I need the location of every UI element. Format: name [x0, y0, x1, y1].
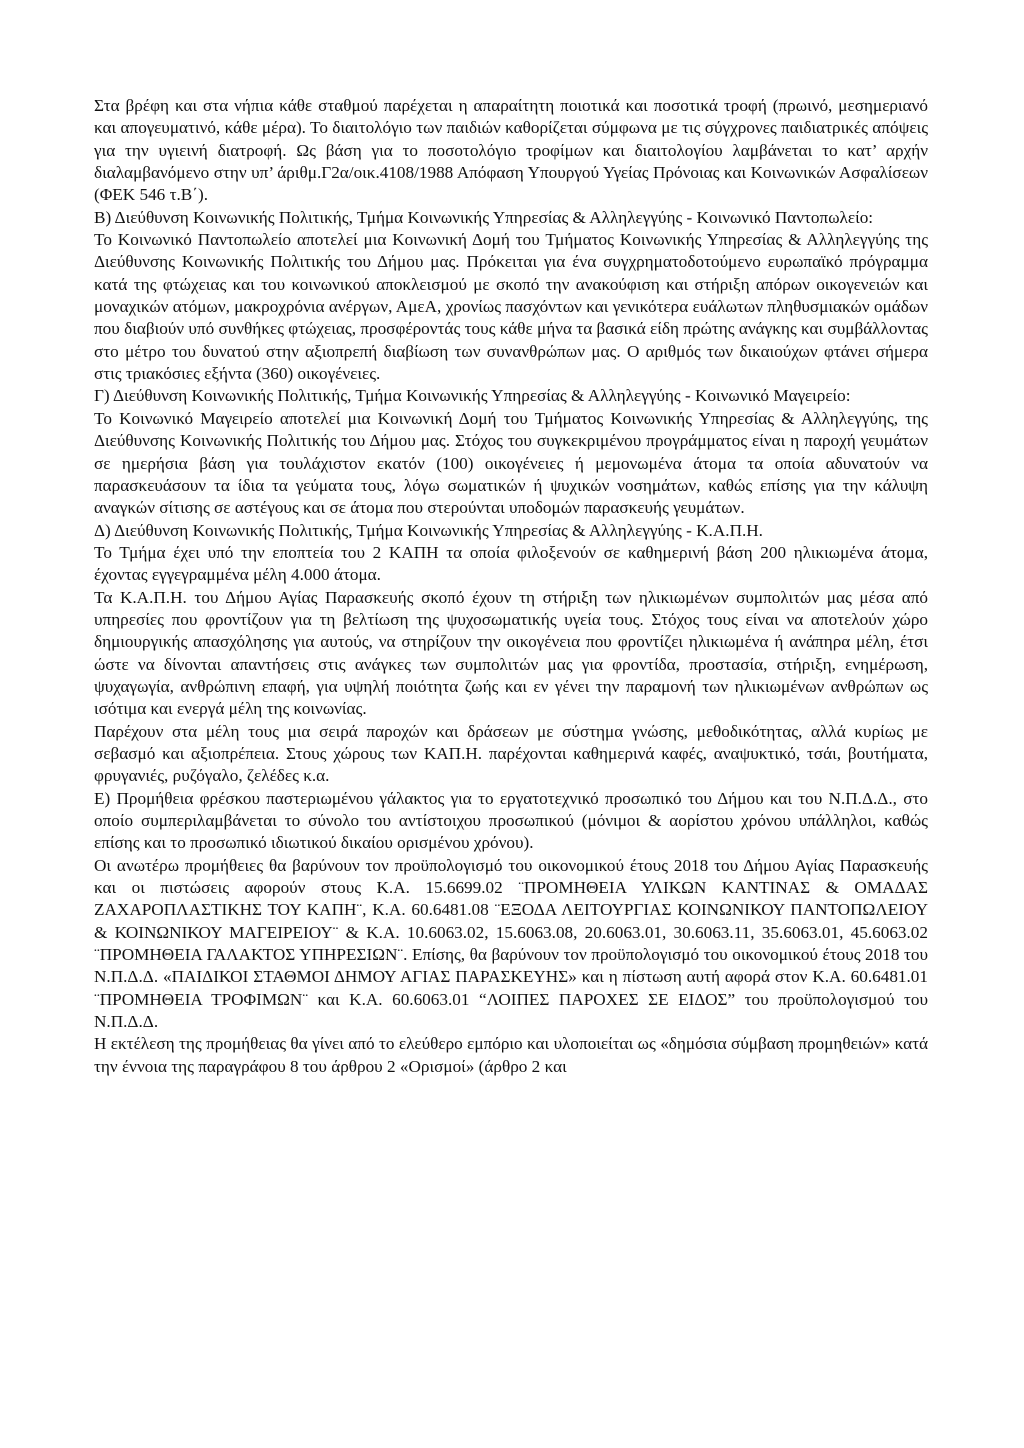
paragraph-kapi-supervision: Το Τμήμα έχει υπό την εποπτεία του 2 ΚΑΠΗ τα οποία φιλοξενούν σε καθημερινή βάση 200 ηλικιωμένα άτομα, έχοντας εγγεγραμμένα μέλη 4.000 άτομα.	[94, 542, 928, 585]
paragraph-execution: Η εκτέλεση της προμήθειας θα γίνει από το ελεύθερο εμπόριο και υλοποιείται ως «δημόσια σύμβαση προμηθειών» κατά την έννοια της παραγράφου 8 του άρθρου 2 «Ορισμοί» (άρθρο 2 και	[94, 1034, 928, 1076]
paragraph-nutrition: Στα βρέφη και στα νήπια κάθε σταθμού παρέχεται η απαραίτητη ποιοτικά και ποσοτικά τροφή (πρωινό, μεσημεριανό και απογευματινό, κάθε μέρα). Το διαιτολόγιο των παιδιών καθορίζεται σύμφωνα με τις σύγχρονες παιδιατρικές απόψεις για την υγιεινή διατροφή. Ως βάση για το ποσοτολόγιο τροφίμων και διαιτολογίου λαμβάνεται το κατ’ αρχήν διαλαμβανόμενο στην υπ’ άριθμ.Γ2α/οικ.4108/1988 Απόφαση Υπουργού Υγείας Πρόνοιας και Κοινωνικών Ασφαλίσεων (ΦΕΚ 546 τ.Β΄).	[94, 96, 928, 205]
heading-social-grocery: Β) Διεύθυνση Κοινωνικής Πολιτικής, Τμήμα Κοινωνικής Υπηρεσίας & Αλληλεγγύης - Κοινωνικό Παντοπωλείο:	[94, 207, 874, 227]
paragraph-social-kitchen: Το Κοινωνικό Μαγειρείο αποτελεί μια Κοινωνική Δομή του Τμήματος Κοινωνικής Υπηρεσίας & Αλληλεγγύης, της Διεύθυνσης Κοινωνικής Πολιτικής του Δήμου μας. Στόχος του συγκεκριμένου προγράμματος είναι η παροχή γευμάτων σε ημερήσια βάση για τουλάχιστον εκατόν (100) οικογένειες ή μεμονωμένα άτομα τα οποία αδυνατούν να παρασκευάσουν τα ίδια τα γεύματα τους, λόγω σωματικών ή ψυχικών νοσημάτων, καθώς επίσης για την κάλυψη αναγκών σίτισης σε αστέγους και σε άτομα που στερούνται υποδομών παρασκευής γευμάτων.	[94, 408, 928, 518]
paragraph-social-grocery: Το Κοινωνικό Παντοπωλείο αποτελεί μια Κοινωνική Δομή του Τμήματος Κοινωνικής Υπηρεσίας & Αλληλεγγύης της Διεύθυνσης Κοινωνικής Πολιτικής του Δήμου μας. Πρόκειται για ένα συγχρηματοδοτούμενο ευρωπαϊκό πρόγραμμα κατά της φτώχειας και του κοινωνικού αποκλεισμού με σκοπό την ανακούφιση και στήριξη απόρων οικογενειών και μοναχικών ατόμων, μακροχρόνια ανέργων, ΑμεΑ, χρονίως πασχόντων και γενικότερα ευάλωτων πληθυσμιακών ομάδων που διαβιούν υπό συνθήκες φτώχειας, προσφέροντάς τους κάθε μήνα τα βασικά είδη πρώτης ανάγκης και συμβάλλοντας στο μέτρο του δυνατού στην αξιοπρεπή διαβίωση των συνανθρώπων μας. Ο αριθμός των δικαιούχων φτάνει σήμερα στις τριακόσιες εξήντα (360) οικογένειες.	[94, 230, 928, 384]
paragraph-milk-supply: Ε) Προμήθεια φρέσκου παστεριωμένου γάλακτος για το εργατοτεχνικό προσωπικό του Δήμου και του Ν.Π.Δ.Δ., στο οποίο συμπεριλαμβάνεται το σύνολο του αντίστοιχου προσωπικού (μόνιμοι & αορίστου χρόνου υπάλληλοι, καθώς επίσης και το προσωπικό ιδιωτικού δικαίου ορισμένου χρόνου).	[94, 788, 928, 853]
document-page	[94, 95, 928, 1078]
paragraph-kapi-services: Παρέχουν στα μέλη τους μια σειρά παροχών και δράσεων με σύστημα γνώσης, μεθοδικότητας, αλλά κυρίως με σεβασμό και αξιοπρέπεια. Στους χώρους των ΚΑΠ.Η. παρέχονται καθημερινά καφές, αναψυκτικό, τσάι, βουτήματα, φρυγανιές, ρυζόγαλο, ζελέδες κ.α.	[94, 721, 928, 786]
paragraph-kapi-purpose: Τα Κ.Α.Π.Η. του Δήμου Αγίας Παρασκευής σκοπό έχουν τη στήριξη των ηλικιωμένων συμπολιτών μας μέσα από υπηρεσίες που φροντίζουν για τη βελτίωση της ψυχοσωματικής υγεία τους. Στόχος τους είναι να αποτελούν χώρο δημιουργικής απασχόλησης για αυτούς, να στηρίζουν την οικογένεια που φροντίζει ηλικιωμένα ή ανάπηρα μέλη, έτσι ώστε να δίνονται απαντήσεις στις ανάγκες των συμπολιτών μας για φροντίδα, προστασία, στήριξη, ενημέρωση, ψυχαγωγία, ανθρώπινη επαφή, για υψηλή ποιότητα ζωής και εν γένει την παραμονή των ηλικιωμένων ανθρώπων ως ισότιμα και ενεργά μέλη της κοινωνίας.	[94, 587, 928, 719]
heading-social-kitchen: Γ) Διεύθυνση Κοινωνικής Πολιτικής, Τμήμα Κοινωνικής Υπηρεσίας & Αλληλεγγύης - Κοινωνικό Μαγειρείο:	[94, 386, 851, 406]
paragraph-budget: Οι ανωτέρω προμήθειες θα βαρύνουν τον προϋπολογισμό του οικονομικού έτους 2018 του Δήμου Αγίας Παρασκευής και οι πιστώσεις αφορούν στους Κ.Α. 15.6699.02 ¨ΠΡΟΜΗΘΕΙΑ ΥΛΙΚΩΝ ΚΑΝΤΙΝΑΣ & ΟΜΑΔΑΣ ΖΑΧΑΡΟΠΛΑΣΤΙΚΗΣ ΤΟΥ ΚΑΠΗ¨, Κ.Α. 60.6481.08 ¨ΕΞΟΔΑ ΛΕΙΤΟΥΡΓΙΑΣ ΚΟΙΝΩΝΙΚΟΥ ΠΑΝΤΟΠΩΛΕΙΟΥ & ΚΟΙΝΩΝΙΚΟΥ ΜΑΓΕΙΡΕΙΟΥ¨ & Κ.Α. 10.6063.02, 15.6063.08, 20.6063.01, 30.6063.11, 35.6063.01, 45.6063.02 ¨ΠΡΟΜΗΘΕΙΑ ΓΑΛΑΚΤΟΣ ΥΠΗΡΕΣΙΩΝ¨. Επίσης, θα βαρύνουν τον προϋπολογισμό του οικονομικού έτους 2018 του Ν.Π.Δ.Δ. «ΠΑΙΔΙΚΟΙ ΣΤΑΘΜΟΙ ΔΗΜΟΥ ΑΓΙΑΣ ΠΑΡΑΣΚΕΥΗΣ» και η πίστωση αυτή αφορά στον Κ.Α. 60.6481.01 ¨ΠΡΟΜΗΘΕΙΑ ΤΡΟΦΙΜΩΝ¨ και Κ.Α. 60.6063.01 “ΛΟΙΠΕΣ ΠΑΡΟΧΕΣ ΣΕ ΕΙΔΟΣ” του προϋπολογισμού του Ν.Π.Δ.Δ.	[94, 855, 928, 1032]
heading-kapi: Δ) Διεύθυνση Κοινωνικής Πολιτικής, Τμήμα Κοινωνικής Υπηρεσίας & Αλληλεγγύης - Κ.Α.Π.Η.	[94, 520, 763, 540]
